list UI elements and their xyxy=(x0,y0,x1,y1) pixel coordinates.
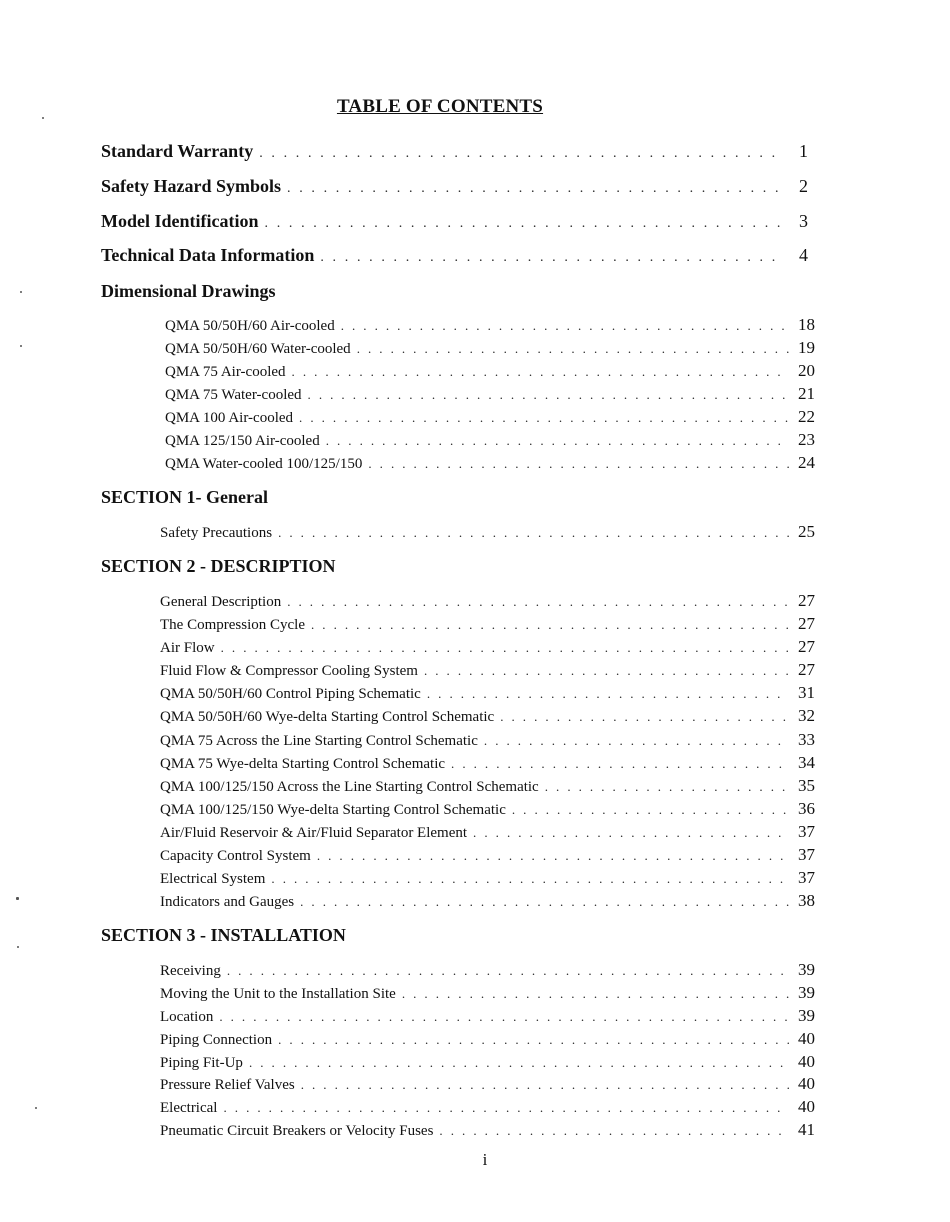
toc-entry-label: Standard Warranty xyxy=(101,141,254,161)
section-heading-section-3: SECTION 3 - INSTALLATION xyxy=(101,925,346,945)
toc-entry-label: QMA 100/125/150 Across the Line Starting Control Schematic xyxy=(160,779,539,795)
toc-entry[interactable] xyxy=(160,591,815,611)
section-heading-dimensional-drawings: Dimensional Drawings xyxy=(101,281,276,301)
toc-entry-page: 2 xyxy=(799,176,808,196)
toc-entry-label: Indicators and Gauges xyxy=(160,894,295,910)
toc-entry-label: QMA 75 Wye-delta Starting Control Schematic xyxy=(160,756,446,772)
dot-leader xyxy=(326,433,789,449)
toc-entry[interactable] xyxy=(165,361,815,381)
dot-leader xyxy=(221,640,789,656)
toc-entry-label: Air Flow xyxy=(160,640,215,656)
dot-leader xyxy=(357,341,789,357)
toc-entry-page: 32 xyxy=(798,706,815,725)
toc-entry[interactable] xyxy=(160,706,815,726)
page-title: TABLE OF CONTENTS xyxy=(336,96,544,117)
toc-entry-page: 40 xyxy=(798,1074,815,1093)
toc-entry[interactable] xyxy=(160,1120,815,1140)
toc-entry-label: General Description xyxy=(160,594,282,610)
dot-leader xyxy=(292,364,789,380)
toc-entry-label: QMA 100 Air-cooled xyxy=(165,410,294,426)
toc-entry-label: QMA 100/125/150 Wye-delta Starting Control Schematic xyxy=(160,802,506,818)
toc-entry[interactable] xyxy=(160,1097,815,1117)
toc-entry-page: 1 xyxy=(799,141,808,161)
dot-leader xyxy=(402,986,789,1002)
dot-leader xyxy=(451,756,789,772)
dot-leader xyxy=(249,1055,789,1071)
toc-entry-page: 38 xyxy=(798,891,815,910)
toc-entry[interactable] xyxy=(160,822,815,842)
toc-entry-page: 41 xyxy=(798,1120,815,1139)
section-heading-section-1: SECTION 1- General xyxy=(101,487,269,507)
dot-leader xyxy=(265,216,783,232)
dot-leader xyxy=(439,1123,789,1139)
toc-entry-label: Air/Fluid Reservoir & Air/Fluid Separator Element xyxy=(160,825,468,841)
toc-entry-page: 19 xyxy=(798,338,815,357)
dot-leader xyxy=(368,456,789,472)
section-heading-section-2: SECTION 2 - DESCRIPTION xyxy=(101,556,336,576)
toc-entry-page: 23 xyxy=(798,430,815,449)
toc-entry[interactable] xyxy=(160,660,815,680)
toc-entry-label: QMA 75 Across the Line Starting Control Schematic xyxy=(160,733,478,749)
scan-speck xyxy=(42,117,44,119)
scan-speck xyxy=(20,291,22,293)
toc-entry-label: Pressure Relief Valves xyxy=(160,1077,295,1093)
dot-leader xyxy=(473,825,789,841)
toc-entry[interactable] xyxy=(165,338,815,358)
toc-entry-page: 39 xyxy=(798,1006,815,1025)
toc-entry[interactable] xyxy=(160,683,815,703)
toc-entry-label: Fluid Flow & Compressor Cooling System xyxy=(160,663,418,679)
toc-entry[interactable] xyxy=(160,1074,815,1094)
toc-entry-page: 22 xyxy=(798,407,815,426)
toc-entry-page: 37 xyxy=(798,822,815,841)
dot-leader xyxy=(512,802,789,818)
toc-entry[interactable] xyxy=(165,453,815,473)
toc-entry-page: 27 xyxy=(798,614,815,633)
toc-entry-page: 33 xyxy=(798,730,815,749)
toc-entry-label: Electrical xyxy=(160,1100,218,1116)
toc-entry-label: Piping Connection xyxy=(160,1032,273,1048)
toc-entry-page: 34 xyxy=(798,753,815,772)
toc-entry-page: 35 xyxy=(798,776,815,795)
toc-entry-page: 24 xyxy=(798,453,815,472)
toc-entry-label: Technical Data Information xyxy=(101,245,315,265)
dot-leader xyxy=(424,663,789,679)
toc-entry-label: QMA 50/50H/60 Wye-delta Starting Control Schematic xyxy=(160,709,495,725)
toc-entry-page: 27 xyxy=(798,660,815,679)
toc-entry[interactable] xyxy=(160,1052,815,1072)
dot-leader xyxy=(300,894,789,910)
dot-leader xyxy=(227,963,789,979)
toc-entry-standard-warranty[interactable] xyxy=(101,141,808,162)
dot-leader xyxy=(311,617,789,633)
toc-entry-label: QMA 125/150 Air-cooled xyxy=(165,433,320,449)
toc-entry[interactable] xyxy=(165,384,815,404)
toc-entry-page: 27 xyxy=(798,591,815,610)
toc-entry-label: Safety Precautions xyxy=(160,525,273,541)
toc-entry-page: 37 xyxy=(798,845,815,864)
dot-leader xyxy=(500,709,789,725)
toc-entry[interactable] xyxy=(165,315,815,335)
toc-entry-page: 27 xyxy=(798,637,815,656)
toc-entry-page: 20 xyxy=(798,361,815,380)
dot-leader xyxy=(278,525,789,541)
toc-entry-label: The Compression Cycle xyxy=(160,617,305,633)
scan-speck xyxy=(17,946,19,948)
toc-entry-page: 36 xyxy=(798,799,815,818)
toc-entry-label: Moving the Unit to the Installation Site xyxy=(160,986,396,1002)
toc-entry-label: QMA 75 Air-cooled xyxy=(165,364,286,380)
toc-entry-page: 39 xyxy=(798,983,815,1002)
toc-entry-label: Safety Hazard Symbols xyxy=(101,176,281,196)
dot-leader xyxy=(287,181,782,197)
toc-entry[interactable] xyxy=(160,522,815,542)
toc-entry-label: Pneumatic Circuit Breakers or Velocity Fuses xyxy=(160,1123,434,1139)
toc-entry-safety-hazard-symbols[interactable] xyxy=(101,176,808,197)
toc-entry-label: Piping Fit-Up xyxy=(160,1055,243,1071)
dot-leader xyxy=(320,250,782,266)
dot-leader xyxy=(427,686,789,702)
dot-leader xyxy=(484,733,789,749)
scan-speck xyxy=(20,345,22,347)
toc-entry-label: Receiving xyxy=(160,963,221,979)
toc-entry[interactable] xyxy=(165,430,815,450)
scan-speck xyxy=(35,1107,37,1109)
toc-entry-page: 40 xyxy=(798,1029,815,1048)
dot-leader xyxy=(299,410,789,426)
dot-leader xyxy=(287,594,789,610)
dot-leader xyxy=(219,1009,789,1025)
toc-entry-label: QMA 50/50H/60 Water-cooled xyxy=(165,341,351,357)
toc-entry-technical-data[interactable] xyxy=(101,245,808,266)
dot-leader xyxy=(259,146,782,162)
toc-entry[interactable] xyxy=(160,799,815,819)
toc-entry-label: Location xyxy=(160,1009,214,1025)
dot-leader xyxy=(301,1077,789,1093)
toc-entry-page: 25 xyxy=(798,522,815,541)
toc-entry[interactable] xyxy=(160,868,815,888)
toc-entry-model-identification[interactable] xyxy=(101,211,808,232)
toc-entry-page: 4 xyxy=(799,245,808,265)
toc-entry-label: QMA 50/50H/60 Control Piping Schematic xyxy=(160,686,421,702)
page-number: i xyxy=(482,1150,488,1169)
toc-entry-page: 40 xyxy=(798,1052,815,1071)
toc-entry-page: 37 xyxy=(798,868,815,887)
dot-leader xyxy=(271,871,789,887)
toc-entry[interactable] xyxy=(160,960,815,980)
toc-entry-page: 40 xyxy=(798,1097,815,1116)
toc-entry[interactable] xyxy=(160,614,815,634)
toc-entry[interactable] xyxy=(165,407,815,427)
scan-speck xyxy=(16,897,19,900)
toc-entry-page: 21 xyxy=(798,384,815,403)
toc-entry[interactable] xyxy=(160,845,815,865)
toc-entry[interactable] xyxy=(160,637,815,657)
toc-entry[interactable] xyxy=(160,1029,815,1049)
dot-leader xyxy=(223,1100,789,1116)
toc-entry-label: QMA Water-cooled 100/125/150 xyxy=(165,456,363,472)
toc-entry[interactable] xyxy=(160,1006,815,1026)
toc-entry-page: 18 xyxy=(798,315,815,334)
toc-entry[interactable] xyxy=(160,730,815,750)
toc-entry-label: Electrical System xyxy=(160,871,266,887)
toc-entry[interactable] xyxy=(160,891,815,911)
toc-entry[interactable] xyxy=(160,753,815,773)
toc-entry[interactable] xyxy=(160,983,815,1003)
toc-entry-label: Model Identification xyxy=(101,211,259,231)
dot-leader xyxy=(545,779,789,795)
toc-entry-label: QMA 50/50H/60 Air-cooled xyxy=(165,318,335,334)
toc-entry-label: QMA 75 Water-cooled xyxy=(165,387,302,403)
toc-entry-page: 3 xyxy=(799,211,808,231)
toc-entry-label: Capacity Control System xyxy=(160,848,311,864)
dot-leader xyxy=(341,318,789,334)
dot-leader xyxy=(308,387,789,403)
toc-entry[interactable] xyxy=(160,776,815,796)
toc-entry-page: 39 xyxy=(798,960,815,979)
dot-leader xyxy=(278,1032,789,1048)
toc-entry-page: 31 xyxy=(798,683,815,702)
dot-leader xyxy=(317,848,789,864)
